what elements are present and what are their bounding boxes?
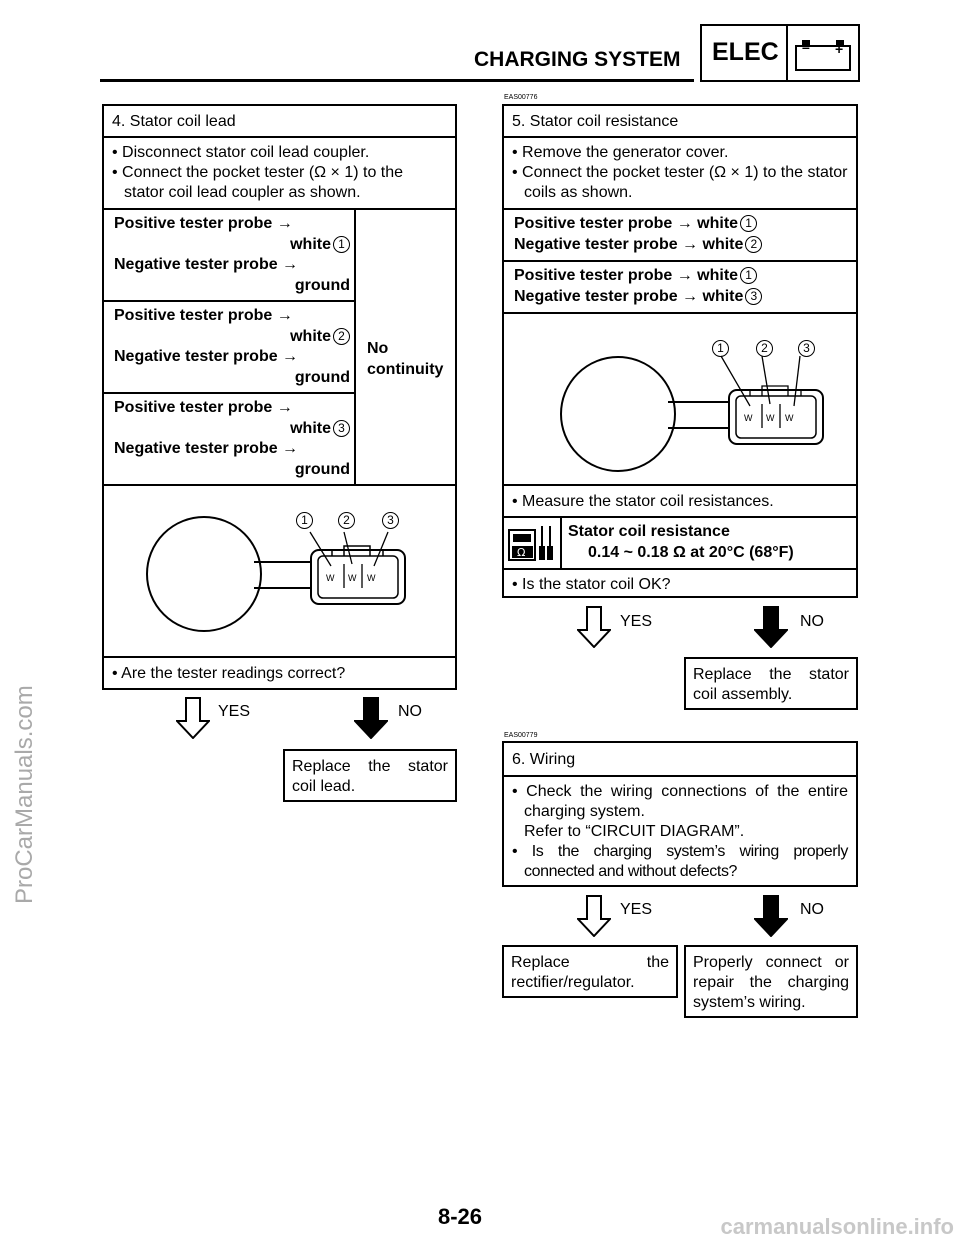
step5-no-arrow-icon — [754, 606, 788, 648]
step5-no-label: NO — [800, 613, 824, 630]
step5-title: 5. Stator coil resistance — [504, 106, 856, 138]
step5-question: • Is the stator coil OK? — [512, 576, 671, 593]
step4-box — [102, 104, 457, 690]
probe-3-color: white — [290, 419, 331, 437]
spec-title: Stator coil resistance — [568, 523, 730, 540]
step4-instruction-1: • Disconnect stator coil lead coupler. — [112, 144, 370, 161]
probe-2-color: white — [290, 327, 331, 345]
step5-diagram-callout-3-icon: 3 — [798, 340, 815, 357]
probe-cell-3 — [104, 394, 354, 484]
step4-no-result: Replace the stator coil lead. — [283, 749, 457, 802]
battery-plus: + — [835, 41, 844, 57]
step4-no-arrow-icon — [354, 697, 388, 739]
spec-value: 0.14 ~ 0.18 Ω at 20°C (68°F) — [588, 544, 794, 561]
step5-probe-a-callout-2-icon: 2 — [745, 236, 762, 253]
stator-coil-diagram — [504, 314, 856, 486]
probe-3-ground: ground — [294, 460, 350, 478]
step6-yes-label: YES — [620, 901, 653, 918]
section-divider — [786, 26, 788, 80]
step5-probe-a-negative: Negative tester probe → white — [514, 235, 744, 253]
bottom-watermark: carmanualsonline.info — [720, 1214, 954, 1239]
probe-1-negative: Negative tester probe → — [114, 256, 299, 273]
diagram-callout-2-icon: 2 — [338, 512, 355, 529]
step5-spec — [504, 518, 856, 570]
step5-box — [502, 104, 858, 598]
stator-coupler-drawing — [104, 486, 455, 656]
step5-probes-a — [504, 210, 856, 262]
diagram-pin-3: W — [367, 573, 376, 583]
step6-instruction-3: • Is the charging system’s wiring properly connected and without defects? — [512, 843, 848, 880]
battery-icon — [794, 38, 852, 72]
step6-yes-arrow-icon — [577, 895, 611, 937]
probe-1-positive: Positive tester probe → — [114, 215, 293, 232]
step6-instruction-1: • Check the wiring connections of the entire charging system. — [512, 783, 848, 820]
step5-probe-a-positive: Positive tester probe → white — [514, 215, 739, 232]
diagram-pin-2: W — [348, 573, 357, 583]
section-label: ELEC — [712, 38, 779, 66]
step5-measure: • Measure the stator coil resistances. — [504, 486, 856, 518]
probe-2-positive: Positive tester probe → — [114, 307, 293, 324]
step5-probe-b-callout-1-icon: 1 — [740, 267, 757, 284]
diagram-pin-1: W — [326, 573, 335, 583]
probe-2-ground: ground — [294, 368, 350, 386]
step4-instructions — [104, 138, 455, 210]
probe-2-negative: Negative tester probe → — [114, 348, 299, 365]
step5-probe-a-callout-1-icon: 1 — [740, 215, 757, 232]
step5-yes-label: YES — [620, 613, 653, 630]
page-header — [0, 0, 960, 90]
probe-result — [367, 338, 443, 380]
svg-text:Ω: Ω — [517, 546, 526, 559]
callout-3-icon: 3 — [333, 420, 350, 437]
callout-1-icon: 1 — [333, 236, 350, 253]
probe-3-negative: Negative tester probe → — [114, 440, 299, 457]
step6-instruction-2: Refer to “CIRCUIT DIAGRAM”. — [524, 823, 745, 840]
callout-2-icon: 2 — [333, 328, 350, 345]
step6-code: EAS00779 — [504, 732, 538, 739]
step5-no-result: Replace the stator coil assembly. — [684, 657, 858, 710]
probe-3-positive: Positive tester probe → — [114, 399, 293, 416]
step4-yes-arrow-icon — [176, 697, 210, 739]
step5-diagram-pin-1: W — [744, 413, 753, 423]
step5-yes-arrow-icon — [577, 606, 611, 648]
step5-probe-b-callout-3-icon: 3 — [745, 288, 762, 305]
step4-title: 4. Stator coil lead — [104, 106, 455, 138]
step4-yes-label: YES — [218, 703, 251, 720]
step6-title: 6. Wiring — [504, 743, 856, 777]
step5-probe-b-negative: Negative tester probe → white — [514, 287, 744, 305]
probe-1-color: white — [290, 235, 331, 253]
step4-instruction-2: • Connect the pocket tester (Ω × 1) to the stator coil lead coupler as shown. — [112, 164, 404, 201]
step5-code: EAS00776 — [504, 94, 538, 101]
probe-result-line-1: No — [367, 340, 389, 357]
step5-instructions — [504, 138, 856, 210]
step4-question: • Are the tester readings correct? — [112, 665, 346, 682]
side-watermark: ProCarManuals.com — [11, 685, 38, 904]
step5-diagram-callout-2-icon: 2 — [756, 340, 773, 357]
header-title: CHARGING SYSTEM — [474, 48, 681, 71]
step6-yes-result: Replace the rectifier/regulator. — [502, 945, 678, 998]
step4-no-label: NO — [398, 703, 422, 720]
step6-box — [502, 741, 858, 887]
step6-no-result: Properly connect or repair the charging system’s wiring. — [684, 945, 858, 1018]
battery-minus: – — [802, 39, 810, 55]
stator-lead-diagram — [104, 486, 455, 658]
spec-divider — [560, 518, 562, 568]
diagram-callout-1-icon: 1 — [296, 512, 313, 529]
step5-instruction-1: • Remove the generator cover. — [512, 144, 729, 161]
diagram-callout-3-icon: 3 — [382, 512, 399, 529]
section-badge — [700, 24, 860, 82]
step5-diagram-callout-1-icon: 1 — [712, 340, 729, 357]
header-rule — [100, 79, 694, 82]
step6-no-label: NO — [800, 901, 824, 918]
step5-instruction-2: • Connect the pocket tester (Ω × 1) to the stator coils as shown. — [512, 164, 848, 201]
probe-1-ground: ground — [294, 276, 350, 294]
ohmmeter-icon — [506, 520, 558, 566]
step5-probe-b-positive: Positive tester probe → white — [514, 267, 739, 284]
step5-diagram-pin-2: W — [766, 413, 775, 423]
probe-cell-2 — [104, 302, 354, 394]
step6-instructions — [504, 777, 856, 888]
step6-no-arrow-icon — [754, 895, 788, 937]
probe-table-divider — [354, 210, 356, 484]
probe-result-line-2: continuity — [367, 361, 444, 378]
page-number: 8-26 — [438, 1204, 483, 1229]
step4-probe-table — [104, 210, 455, 486]
step5-diagram-pin-3: W — [785, 413, 794, 423]
probe-cell-1 — [104, 210, 354, 302]
step5-probes-b — [504, 262, 856, 314]
